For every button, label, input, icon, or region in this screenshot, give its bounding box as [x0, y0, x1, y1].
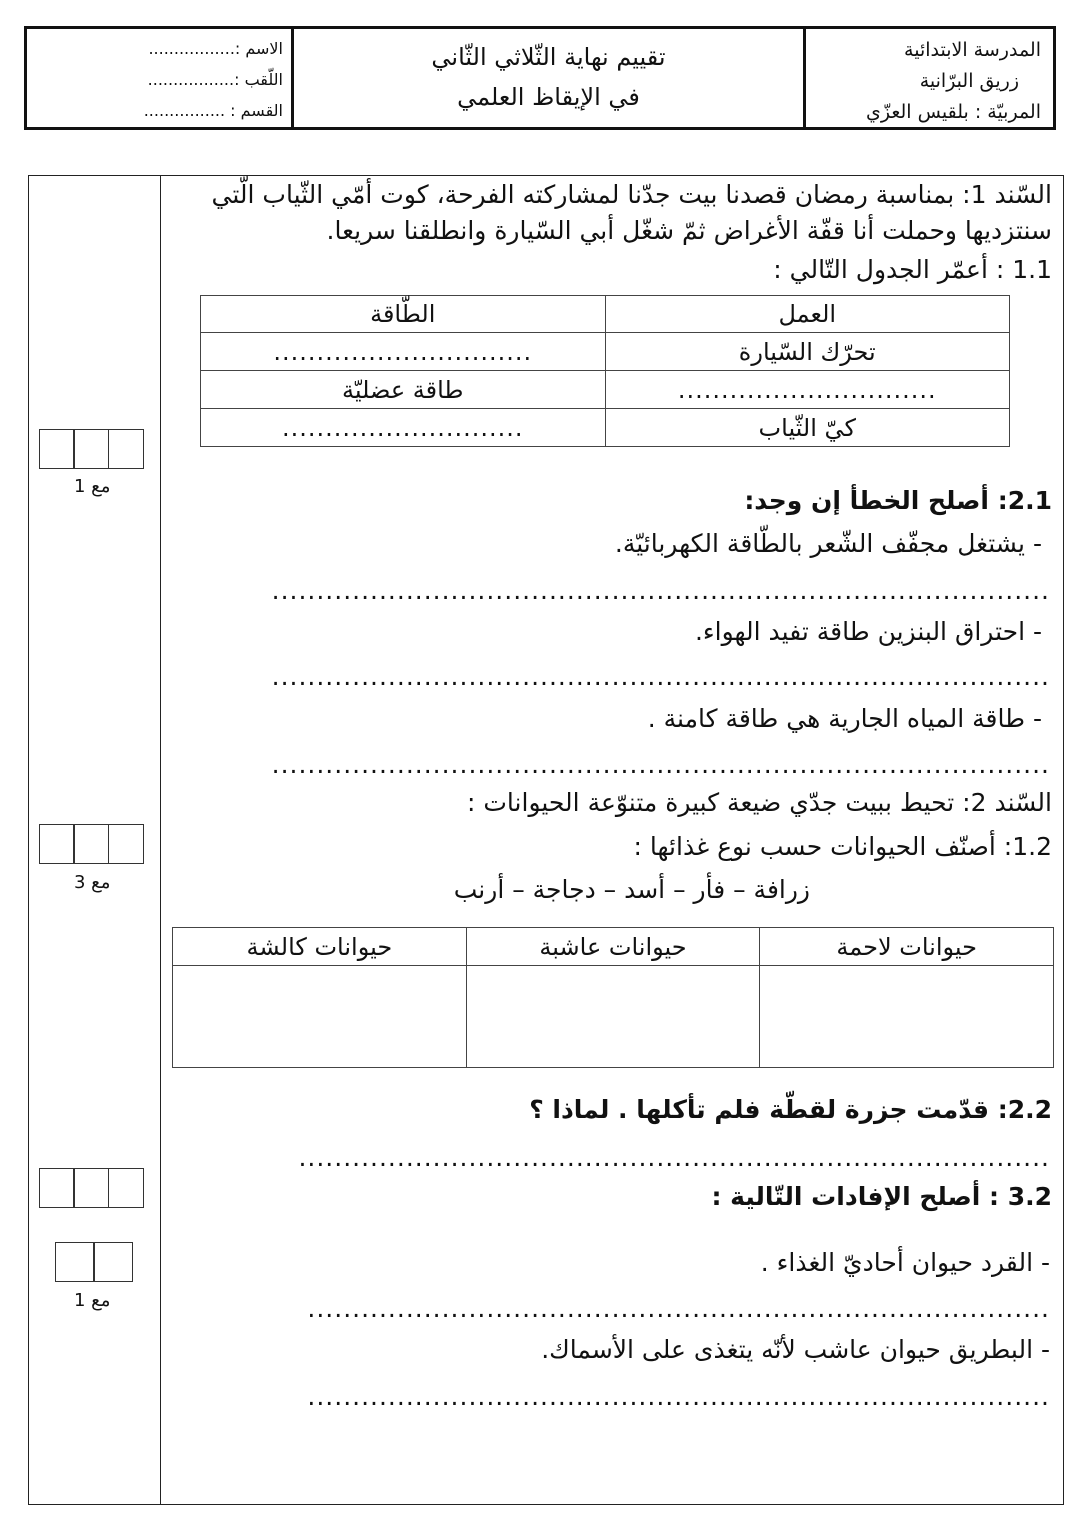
score-box[interactable]: [56, 1242, 133, 1282]
score-cell[interactable]: [39, 429, 75, 469]
exam-title-line-2: في الإيقاظ العلمي: [457, 83, 640, 111]
score-cell[interactable]: [73, 824, 109, 864]
energy-table-cell: طاقة عضليّة: [201, 371, 606, 409]
exam-title-line-1: تقييم نهاية الثّلاثي الثّاني: [431, 43, 666, 71]
score-column-divider: [160, 175, 161, 1505]
animals-table-answer-herbivores[interactable]: [466, 966, 760, 1068]
school-location: زريق البرّانية: [919, 70, 1019, 92]
statement-4: - القرد حيوان أحاديّ الغذاء .: [760, 1248, 1050, 1277]
score-box[interactable]: [40, 1168, 144, 1208]
energy-table-answer[interactable]: ............................: [201, 409, 606, 447]
question-3-2: 3.2 : أصلح الإفادات التّالية :: [711, 1182, 1052, 1211]
answer-line[interactable]: .......................................................................................: [271, 750, 1050, 779]
student-class-field[interactable]: القسم : ................: [143, 101, 283, 120]
sanad-2: السّند 2: تحيط ببيت جدّي ضيعة كبيرة متنوّعة الحيوانات :: [467, 788, 1052, 817]
score-box[interactable]: [40, 824, 144, 864]
answer-line[interactable]: ...................................................................................: [307, 1294, 1050, 1323]
answer-line[interactable]: .......................................................................................: [271, 576, 1050, 605]
score-cell[interactable]: [73, 1168, 109, 1208]
answer-line[interactable]: ...................................................................................: [307, 1382, 1050, 1411]
score-cell[interactable]: [93, 1242, 133, 1282]
teacher-name: المربيّة : بلقيس العزّي: [866, 101, 1041, 123]
statement-5: - البطريق حيوان عاشب لأنّه يتغذى على الأسماك.: [541, 1335, 1050, 1364]
energy-table-cell: كيّ الثّياب: [605, 409, 1010, 447]
school-info: [803, 29, 1053, 127]
score-cell[interactable]: [39, 824, 75, 864]
animals-table-answer-carnivores[interactable]: [760, 966, 1054, 1068]
question-1-2: 1.2: أصنّف الحيوانات حسب نوع غذائها :: [633, 832, 1052, 861]
statement-2: - احتراق البنزين طاقة تفيد الهواء.: [694, 617, 1042, 646]
score-cell[interactable]: [108, 429, 144, 469]
question-1-1: 1.1 : أعمّر الجدول التّالي :: [773, 255, 1052, 284]
statement-3: - طاقة المياه الجارية هي طاقة كامنة .: [647, 704, 1042, 733]
score-label: مع 1: [74, 1290, 111, 1311]
energy-table-answer[interactable]: ..............................: [201, 333, 606, 371]
school-name: المدرسة الابتدائية: [904, 39, 1041, 61]
exam-title: [291, 29, 803, 127]
animals-table-header-carnivores: حيوانات لاحمة: [760, 928, 1054, 966]
score-cell[interactable]: [73, 429, 109, 469]
header-box: [24, 26, 1056, 130]
score-label: مع 3: [74, 872, 111, 893]
score-label: مع 1: [74, 476, 111, 497]
answer-line[interactable]: ....................................................................................: [298, 1143, 1050, 1172]
energy-table-answer[interactable]: ..............................: [605, 371, 1010, 409]
energy-table-cell: تحرّك السّيارة: [605, 333, 1010, 371]
animals-table-answer-omnivores[interactable]: [173, 966, 467, 1068]
energy-table-header-energy: الطّاقة: [201, 296, 606, 333]
score-box[interactable]: [40, 429, 144, 469]
score-cell[interactable]: [39, 1168, 75, 1208]
question-2-1: 2.1: أصلح الخطأ إن وجد:: [744, 486, 1052, 515]
animals-list: زرافة – فأر – أسد – دجاجة – أرنب: [453, 875, 810, 904]
sanad-1-line-1: السّند 1: بمناسبة رمضان قصدنا بيت جدّنا لمشاركته الفرحة، كوت أمّي الثّياب الّتي: [211, 180, 1052, 209]
energy-table: [200, 295, 1010, 447]
score-cell[interactable]: [108, 1168, 144, 1208]
question-2-2: 2.2: قدّمت جزرة لقطّة فلم تأكلها . لماذا ؟: [529, 1095, 1052, 1124]
animals-table-header-herbivores: حيوانات عاشبة: [466, 928, 760, 966]
animals-table-header-omnivores: حيوانات كالشة: [173, 928, 467, 966]
sanad-1-line-2: سنتزديها وحملت أنا قفّة الأغراض ثمّ شغّل أبي السّيارة وانطلقنا سريعا.: [326, 216, 1052, 245]
energy-table-header-work: العمل: [605, 296, 1010, 333]
statement-1: - يشتغل مجفّف الشّعر بالطّاقة الكهربائيّة.: [614, 529, 1042, 558]
answer-line[interactable]: .......................................................................................: [271, 662, 1050, 691]
student-info: [27, 29, 291, 127]
score-cell[interactable]: [55, 1242, 95, 1282]
animals-table: [172, 927, 1054, 1068]
student-name-field[interactable]: الاسم :.................: [148, 39, 283, 58]
student-surname-field[interactable]: اللّقب :.................: [147, 70, 283, 89]
score-cell[interactable]: [108, 824, 144, 864]
